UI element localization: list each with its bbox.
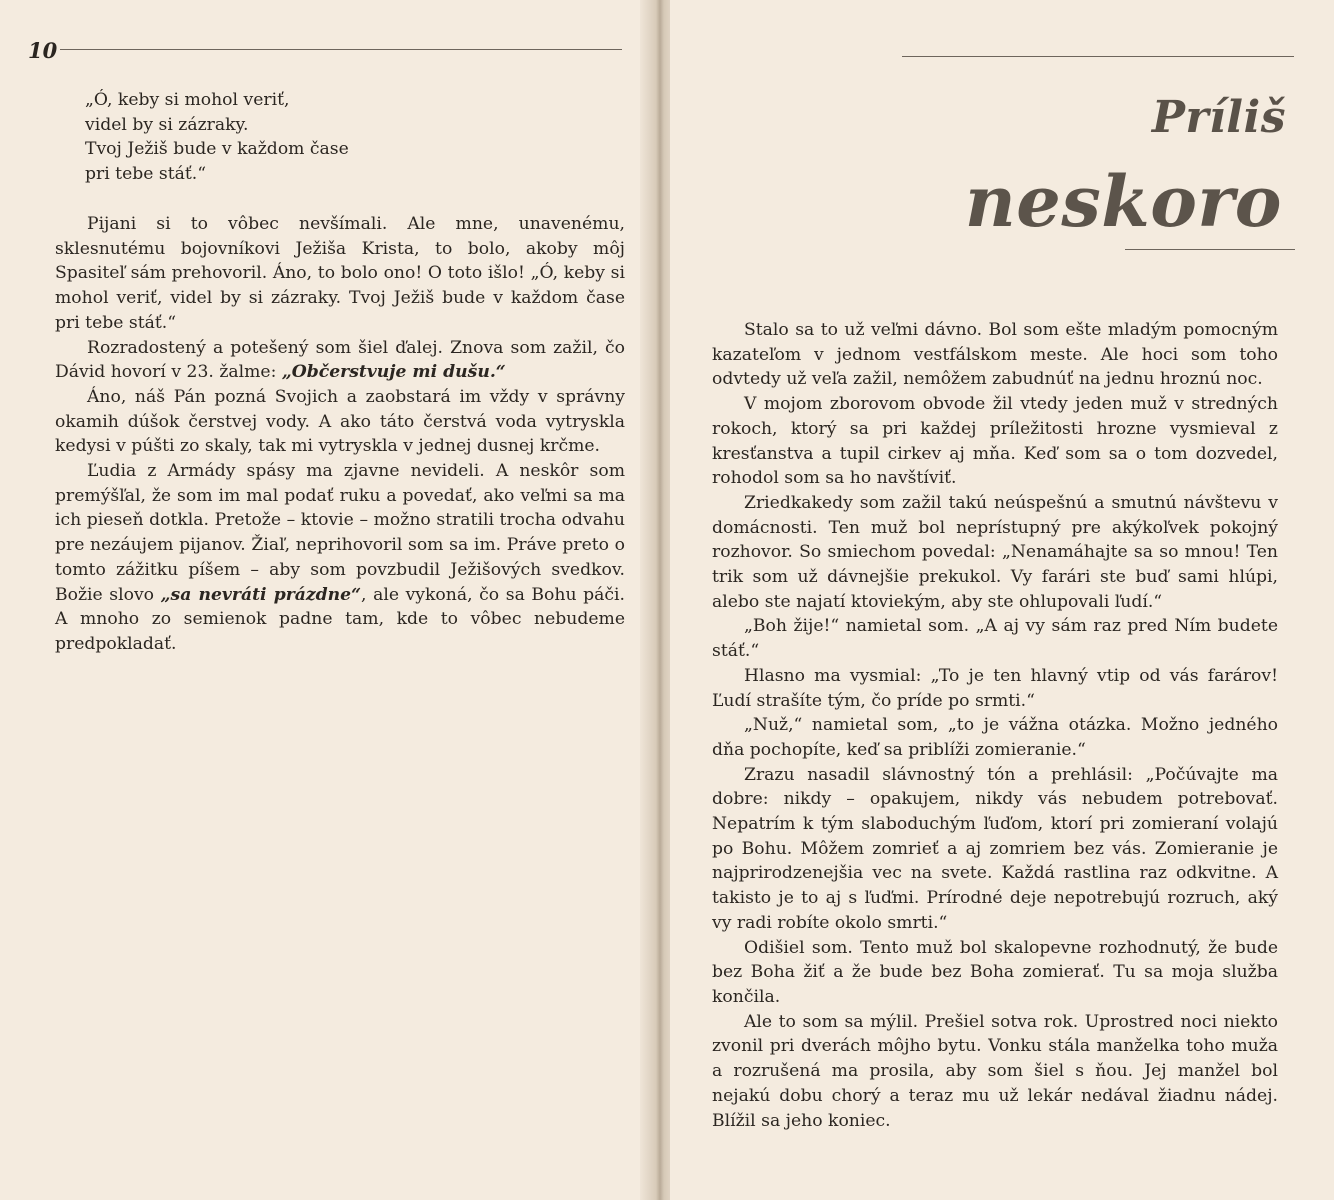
paragraph-text: Ľudia z Armády spásy ma zjavne nevideli. A neskôr som premýšľal, že som im mal podať ruku a povedať, ako veľmi sa ma ich pieseň dotkla. Pretože – ktovie – možno stratili trocha odvahu pre nezáujem pijanov. Žiaľ, neprihovoril som sa im. Práve preto o tomto zážitku píšem – aby som povzbudil Ježišových svedkov. Božie slovo [55,461,625,605]
paragraph: Odišiel som. Tento muž bol skalopevne rozhodnutý, že bude bez Boha žiť a že bude bez Boha zomierať. Tu sa moja služba končila. [712,937,1278,1007]
paragraph [55,336,625,385]
poem-line: pri tebe stáť.“ [85,164,207,185]
paragraph-text: , ale vykoná, čo sa Bohu páči. A mnoho zo semienok padne tam, kde to vôbec nebudeme predpokladať. [55,584,625,654]
paragraph [55,459,625,657]
page-number: 10 [28,38,58,63]
chapter-title-line-2: neskoro [964,160,1282,243]
emphasized-quote: „sa nevráti prázdne“ [160,584,361,605]
title-rule-bottom [1125,249,1295,250]
paragraph: Pijani si to vôbec nevšímali. Ale mne, unavenému, sklesnutému bojovníkovi Ježiša Krista, to bolo, akoby môj Spasiteľ sám prehovoril. Áno, to bolo ono! O toto išlo! „Ó, keby si mohol veriť, videl by si zázraky. Tvoj Ježiš bude v každom čase pri tebe stáť.“ [55,214,625,333]
poem-line: „Ó, keby si mohol veriť, [85,90,290,110]
emphasized-quote: „Občerstvuje mi dušu.“ [281,362,506,383]
header-rule-left [60,49,622,50]
poem-line: Tvoj Ježiš bude v každom čase [85,139,349,160]
paragraph: Stalo sa to už veľmi dávno. Bol som ešte mladým pomocným kazateľom v jednom vestfálskom meste. Ale hoci som toho odvtedy už veľa zažil, nemôžem zabudnúť na jednu hroznú noc. [712,320,1278,390]
paragraph: Ale to som sa mýlil. Prešiel sotva rok. Uprostred noci niekto zvonil pri dverách môjho bytu. Vonku stála manželka toho muža a rozrušená ma prosila, aby som šiel s ňou. Jej manžel bol nejakú dobu chorý a teraz mu už lekár nedával žiadnu nádej. Blížil sa jeho koniec. [712,1011,1278,1131]
poem-line: videl by si zázraky. [85,114,249,135]
left-body-text [55,212,625,657]
title-rule-top [902,56,1294,57]
poem [85,88,349,187]
right-body-text [712,318,1278,1133]
paragraph: Zriedkakedy som zažil takú neúspešnú a smutnú návštevu v domácnosti. Ten muž bol neprístupný pre akýkoľvek pokojný rozhovor. So smiechom povedal: „Nenamáhajte sa so mnou! Ten trik som už dávnejšie prekukol. Vy farári ste buď sami hlúpi, alebo ste najatí ktoviekým, aby ste ohlupovali ľudí.“ [712,492,1278,612]
paragraph: „Nuž,“ namietal som, „to je vážna otázka. Možno jedného dňa pochopíte, keď sa priblíži zomieranie.“ [712,715,1278,760]
paragraph-text: Rozradostený a potešený som šiel ďalej. Znova som zažil, čo Dávid hovorí v 23. žalme: [55,337,625,383]
right-page [670,0,1334,1200]
paragraph: Zrazu nasadil slávnostný tón a prehlásil: „Počúvajte ma dobre: nikdy – opakujem, nikdy vás nebudem potrebovať. Nepatrím k tým slaboduchým ľuďom, ktorí pri zomieraní volajú po Bohu. Môžem zomrieť a aj zomriem bez vás. Zomieranie je najprirodzenejšia vec na svete. Každá rastlina raz odkvitne. A takisto je to aj s ľuďmi. Prírodné deje nepotrebujú rozruch, aký vy radi robíte okolo smrti.“ [712,764,1278,933]
chapter-title-line-1: Príliš [1151,92,1286,143]
paragraph: V mojom zborovom obvode žil vtedy jeden muž v stredných rokoch, ktorý sa pri každej príležitosti hrozne vysmieval z kresťanstva a tupil cirkev aj mňa. Keď som sa o tom dozvedel, rohodol som sa ho navštíviť. [712,394,1278,489]
paragraph: Áno, náš Pán pozná Svojich a zaobstará im vždy v správny okamih dúšok čerstvej vody. A ako táto čerstvá voda vytryskla kedysi v púšti zo skaly, tak mi vytryskla v jednej dusnej krčme. [55,386,625,457]
left-page [0,0,652,1200]
paragraph: „Boh žije!“ namietal som. „A aj vy sám raz pred Ním budete stáť.“ [712,616,1278,662]
paragraph: Hlasno ma vysmial: „To je ten hlavný vtip od vás farárov! Ľudí strašíte tým, čo príde po srmti.“ [712,665,1278,711]
